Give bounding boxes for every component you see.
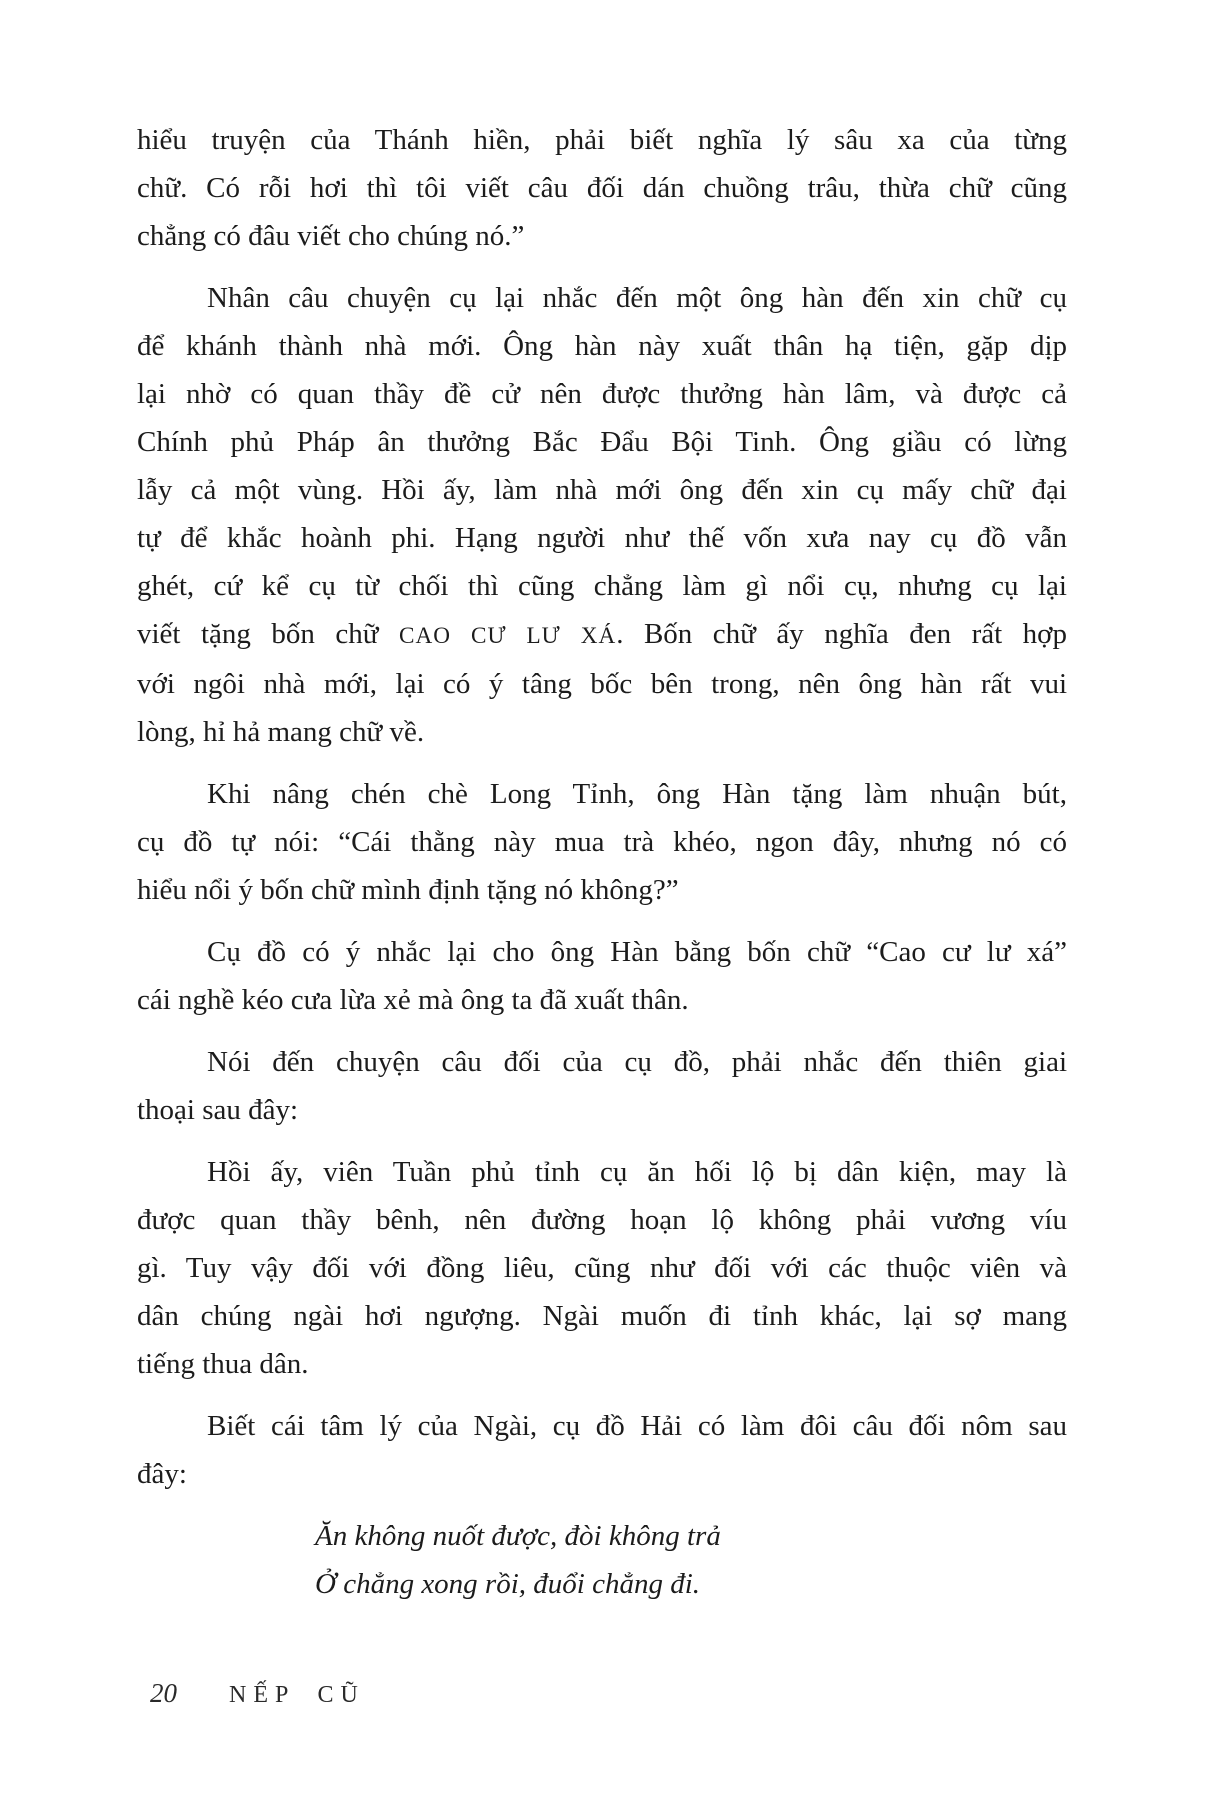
verse-line: Ăn không nuốt được, đòi không trả	[315, 1520, 721, 1552]
paragraph	[137, 1038, 1067, 1134]
text-line: đây:	[137, 1458, 187, 1490]
text-line: thoại sau đây:	[137, 1094, 299, 1126]
text-line: cụ đồ tự nói: “Cái thằng này mua trà khéo, ngon đây, nhưng nó có	[137, 826, 1067, 858]
text-segment: viết tặng bốn chữ	[137, 618, 400, 650]
text-line: được quan thầy bênh, nên đường hoạn lộ không phải vương víu	[137, 1204, 1067, 1236]
text-line: Biết cái tâm lý của Ngài, cụ đồ Hải có làm đôi câu đối nôm sau	[207, 1410, 1067, 1442]
paragraph	[137, 1148, 1067, 1388]
text-segment: . Bốn chữ ấy nghĩa đen rất hợp	[616, 618, 1067, 650]
text-line: cái nghề kéo cưa lừa xẻ mà ông ta đã xuất thân.	[137, 984, 689, 1016]
small-caps-phrase: CAO CƯ LƯ XÁ	[399, 623, 617, 649]
paragraph	[137, 770, 1067, 914]
paragraph	[137, 928, 1067, 1024]
text-line: Nói đến chuyện câu đối của cụ đồ, phải nhắc đến thiên giai	[207, 1046, 1067, 1078]
page-number: 20	[150, 1678, 177, 1708]
text-line: dân chúng ngài hơi ngượng. Ngài muốn đi tỉnh khác, lại sợ mang	[137, 1300, 1067, 1332]
text-line: gì. Tuy vậy đối với đồng liêu, cũng như đối với các thuộc viên và	[137, 1252, 1067, 1284]
text-line: chữ. Có rỗi hơi thì tôi viết câu đối dán chuồng trâu, thừa chữ cũng	[137, 172, 1067, 204]
text-line: ghét, cứ kể cụ từ chối thì cũng chẳng làm gì nổi cụ, nhưng cụ lại	[137, 570, 1067, 602]
text-line	[137, 610, 1067, 660]
text-line: hiểu truyện của Thánh hiền, phải biết nghĩa lý sâu xa của từng	[137, 124, 1067, 156]
text-line: tiếng thua dân.	[137, 1348, 309, 1380]
text-line: lòng, hỉ hả mang chữ về.	[137, 716, 425, 748]
page-footer	[150, 1678, 365, 1709]
book-title: NẾP CŨ	[229, 1682, 365, 1708]
text-line: Chính phủ Pháp ân thưởng Bắc Đẩu Bội Tinh. Ông giầu có lừng	[137, 426, 1067, 458]
paragraph	[137, 274, 1067, 756]
text-line: Cụ đồ có ý nhắc lại cho ông Hàn bằng bốn chữ “Cao cư lư xá”	[207, 936, 1067, 968]
page-text-column	[137, 116, 1067, 1608]
text-line: tự để khắc hoành phi. Hạng người như thế vốn xưa nay cụ đồ vẫn	[137, 522, 1067, 554]
couplet-verse	[315, 1512, 1067, 1608]
text-line: lại nhờ có quan thầy đề cử nên được thưởng hàn lâm, và được cả	[137, 378, 1067, 410]
text-line: để khánh thành nhà mới. Ông hàn này xuất thân hạ tiện, gặp dịp	[137, 330, 1067, 362]
text-line: chẳng có đâu viết cho chúng nó.”	[137, 220, 525, 252]
verse-line: Ở chẳng xong rồi, đuổi chẳng đi.	[315, 1568, 701, 1600]
text-line: Nhân câu chuyện cụ lại nhắc đến một ông hàn đến xin chữ cụ	[207, 282, 1067, 314]
text-line: lẫy cả một vùng. Hồi ấy, làm nhà mới ông đến xin cụ mấy chữ đại	[137, 474, 1067, 506]
text-line: với ngôi nhà mới, lại có ý tâng bốc bên trong, nên ông hàn rất vui	[137, 668, 1067, 700]
paragraph	[137, 1402, 1067, 1498]
text-line: Khi nâng chén chè Long Tỉnh, ông Hàn tặng làm nhuận bút,	[207, 778, 1067, 810]
text-line: hiểu nổi ý bốn chữ mình định tặng nó không?”	[137, 874, 679, 906]
text-line: Hồi ấy, viên Tuần phủ tỉnh cụ ăn hối lộ bị dân kiện, may là	[207, 1156, 1067, 1188]
paragraph	[137, 116, 1067, 260]
